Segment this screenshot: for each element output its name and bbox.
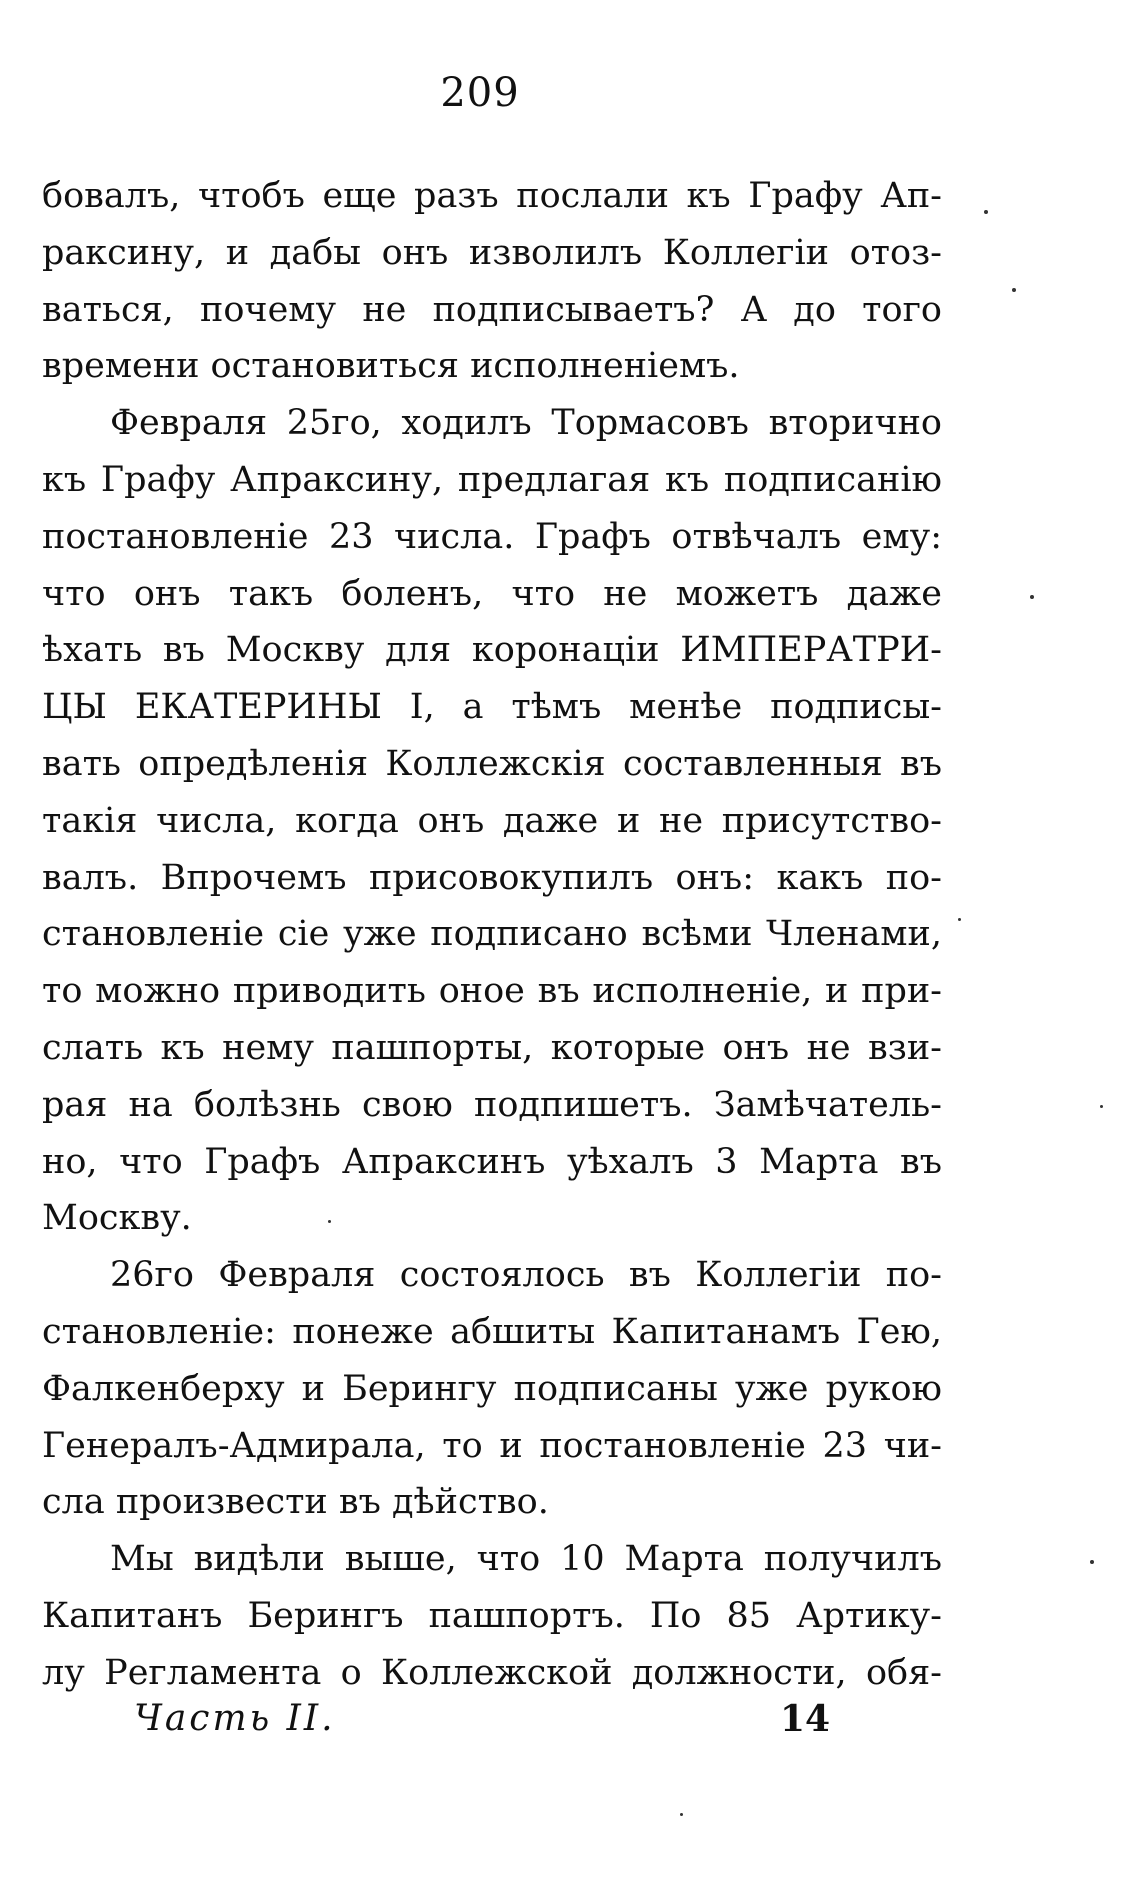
text-line: рая на болѣзнь свою подпишетъ. Замѣчатель-	[42, 1084, 942, 1125]
scan-speck	[680, 1813, 683, 1816]
body-text	[42, 168, 942, 1702]
text-line: Генералъ-Адмирала, то и постановленіе 23 чи-	[42, 1425, 942, 1466]
page-footer	[0, 1698, 960, 1748]
text-line: ваться, почему не подписываетъ? А до того	[42, 289, 942, 330]
text-line: постановленіе 23 числа. Графъ отвѣчалъ ему:	[42, 516, 942, 557]
scan-speck	[1030, 595, 1034, 599]
text-line: вать опредѣленія Коллежскія составленныя въ	[42, 743, 942, 784]
scan-speck	[958, 918, 961, 921]
scan-speck	[1012, 288, 1016, 292]
text-line: бовалъ, чтобъ еще разъ послали къ Графу Ап-	[42, 176, 942, 216]
sheet-number: 14	[780, 1698, 831, 1740]
text-line: 26го Февраля состоялось въ Коллегіи по-	[110, 1255, 942, 1296]
text-line: лу Регламента о Коллежской должности, обя-	[42, 1652, 942, 1693]
text-line: валъ. Впрочемъ присовокупилъ онъ: какъ по-	[42, 857, 942, 898]
text-line: то можно приводить оное въ исполненіе, и при-	[42, 971, 942, 1012]
text-line: слать къ нему пашпорты, которые онъ не взи-	[42, 1027, 942, 1068]
text-line: Москву.	[42, 1198, 192, 1239]
text-line: времени остановиться исполненіемъ.	[42, 346, 740, 387]
scan-speck	[1100, 1105, 1103, 1108]
text-line: Фалкенберху и Берингу подписаны уже рукою	[42, 1368, 942, 1409]
text-line: ЦЫ ЕКАТЕРИНЫ I, а тѣмъ менѣе подписы-	[42, 687, 942, 728]
scan-speck	[1090, 1560, 1094, 1564]
scan-speck	[984, 210, 988, 214]
text-line: раксину, и дабы онъ изволилъ Коллегіи отоз-	[42, 232, 942, 273]
text-line: такія числа, когда онъ даже и не присутство-	[42, 800, 942, 841]
signature-mark: Часть II.	[134, 1698, 336, 1739]
text-line: но, что Графъ Апраксинъ уѣхалъ 3 Марта въ	[42, 1141, 942, 1182]
text-line: становленіе: понеже абшиты Капитанамъ Гею,	[42, 1311, 942, 1352]
text-line: Февраля 25го, ходилъ Тормасовъ вторично	[110, 403, 942, 444]
text-line: становленіе сіе уже подписано всѣми Членами,	[42, 914, 942, 955]
text-line: Мы видѣли выше, что 10 Марта получилъ	[110, 1539, 942, 1580]
scan-speck	[328, 1220, 331, 1223]
text-line: къ Графу Апраксину, предлагая къ подписанію	[42, 459, 942, 500]
page-number: 209	[440, 70, 520, 116]
text-line: ѣхать въ Москву для коронаціи ИМПЕРАТРИ-	[42, 630, 942, 671]
text-line: сла произвести въ дѣйство.	[42, 1482, 549, 1523]
text-line: что онъ такъ боленъ, что не можетъ даже	[42, 573, 942, 614]
text-line: Капитанъ Берингъ пашпортъ. По 85 Артику-	[42, 1595, 942, 1636]
